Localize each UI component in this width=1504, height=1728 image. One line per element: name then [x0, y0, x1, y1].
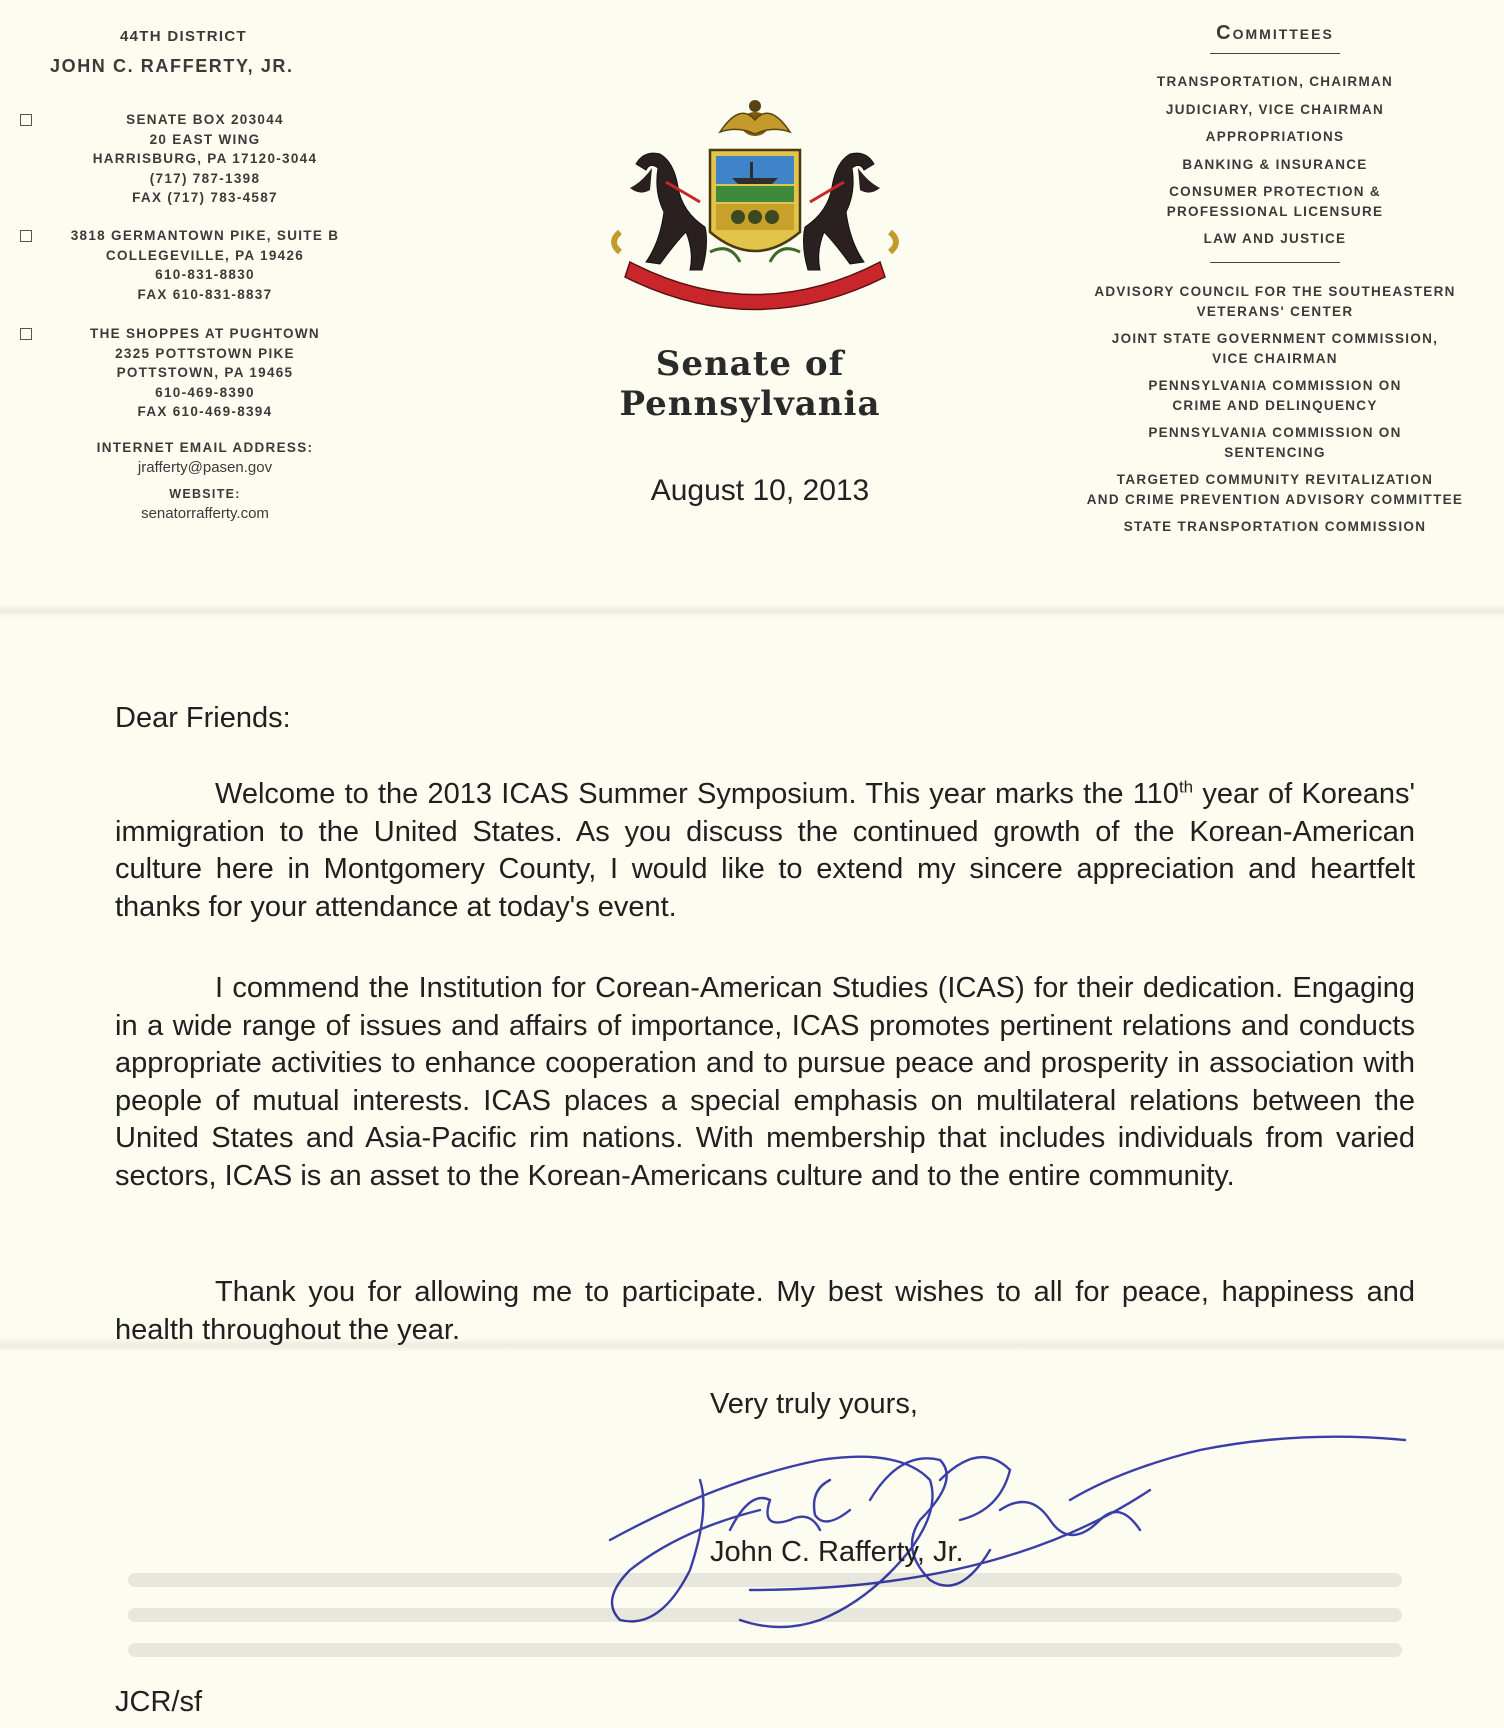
website-url: senatorrafferty.com	[141, 505, 269, 522]
committee-item: PROFESSIONAL LICENSURE	[1166, 203, 1384, 219]
address-line: 3818 GERMANTOWN PIKE, SUITE B	[70, 228, 340, 243]
email-address: jrafferty@pasen.gov	[137, 459, 273, 476]
council-item: SENTENCING	[1224, 444, 1326, 460]
council-list	[1050, 282, 1500, 537]
council-item: PENNSYLVANIA COMMISSION ON	[1148, 425, 1402, 440]
address-line: 610-831-8830	[155, 267, 255, 282]
paper-fold	[0, 604, 1504, 618]
council-item: STATE TRANSPORTATION COMMISSION	[1123, 519, 1427, 534]
paragraph-1	[115, 776, 1415, 926]
horse-icon	[630, 153, 707, 270]
paragraph-text: Welcome to the 2013 ICAS Summer Symposium. This year marks the 110	[215, 778, 1179, 810]
paragraph-3: Thank you for allowing me to participate. My best wishes to all for peace, happiness and health throughout the year.	[115, 1276, 1415, 1346]
checkbox-icon	[20, 230, 32, 242]
typist-initials: JCR/sf	[115, 1686, 202, 1718]
address-line: 2325 POTTSTOWN PIKE	[115, 345, 295, 361]
address-line: HARRISBURG, PA 17120-3044	[92, 151, 318, 166]
paragraph-text: year of Koreans' immigration to the United States. As you discuss the continued growth of the Korean-American culture here in Montgomery County, I would like to extend my sincere appreciation and heartfelt thanks for your attendance at today's event.	[115, 778, 1415, 923]
signature-name: John C. Rafferty, Jr.	[710, 1536, 964, 1568]
address-line: POTTSTOWN, PA 19465	[116, 365, 294, 380]
committee-list	[1050, 72, 1500, 249]
website-label: WEBSITE:	[169, 487, 241, 501]
letter-date: August 10, 2013	[650, 474, 870, 507]
address-line: FAX (717) 783-4587	[132, 190, 278, 205]
council-item: VICE CHAIRMAN	[1212, 350, 1338, 366]
address-line: COLLEGEVILLE, PA 19426	[105, 247, 305, 263]
office-address-pottstown	[20, 324, 360, 422]
address-line: 20 EAST WING	[149, 131, 261, 147]
address-line: FAX 610-469-8394	[137, 404, 273, 419]
salutation: Dear Friends:	[115, 702, 291, 734]
council-item: VETERANS' CENTER	[1196, 303, 1354, 319]
senator-name: JOHN C. RAFFERTY, JR.	[50, 56, 294, 76]
superscript: th	[1178, 777, 1194, 797]
district-label: 44TH DISTRICT	[120, 28, 247, 45]
eagle-icon	[720, 100, 790, 136]
council-item: ADVISORY COUNCIL FOR THE SOUTHEASTERN	[1094, 284, 1456, 299]
horse-icon	[804, 153, 881, 270]
committee-item: TRANSPORTATION, CHAIRMAN	[1156, 74, 1394, 89]
committee-item: BANKING & INSURANCE	[1182, 156, 1368, 172]
show-through-texture	[115, 1560, 1415, 1680]
committee-item: APPROPRIATIONS	[1205, 129, 1345, 144]
checkbox-icon	[20, 328, 32, 340]
divider	[1210, 53, 1340, 54]
council-item: CRIME AND DELINQUENCY	[1172, 397, 1378, 413]
email-label: INTERNET EMAIL ADDRESS:	[96, 440, 314, 455]
divider	[1210, 262, 1340, 263]
office-address-collegeville	[20, 226, 360, 304]
council-item: PENNSYLVANIA COMMISSION ON	[1148, 378, 1402, 393]
address-line: THE SHOPPES AT PUGHTOWN	[90, 326, 320, 341]
council-item: JOINT STATE GOVERNMENT COMMISSION,	[1111, 331, 1439, 346]
council-item: AND CRIME PREVENTION ADVISORY COMMITTEE	[1086, 491, 1464, 507]
address-line: FAX 610-831-8837	[137, 286, 273, 302]
contact-info	[50, 438, 360, 524]
address-line: SENATE BOX 203044	[126, 112, 284, 127]
committee-item: LAW AND JUSTICE	[1203, 231, 1347, 246]
closing: Very truly yours,	[710, 1388, 918, 1420]
office-address-harrisburg	[20, 110, 360, 208]
pennsylvania-coat-of-arms-icon	[590, 92, 920, 312]
committees-heading: Committees	[1216, 22, 1334, 44]
committee-item: CONSUMER PROTECTION &	[1169, 184, 1381, 199]
address-line: 610-469-8390	[155, 384, 255, 400]
checkbox-icon	[20, 114, 32, 126]
address-line: (717) 787-1398	[149, 170, 261, 186]
council-item: TARGETED COMMUNITY REVITALIZATION	[1116, 472, 1434, 487]
committee-item: JUDICIARY, VICE CHAIRMAN	[1165, 101, 1385, 117]
paragraph-2: I commend the Institution for Corean-American Studies (ICAS) for their dedication. Engaging in a wide range of issues and affairs of importance, ICAS promotes pertinent relations and conducts appropriate activities to enhance cooperation and to pursue peace and prosperity in association with people of mutual interests. ICAS places a special emphasis on multilateral relations between the United States and Asia-Pacific rim nations. With membership that includes individuals from varied sectors, ICAS is an asset to the Korean-Americans culture and to the entire community.	[115, 972, 1415, 1192]
shield-icon	[710, 150, 800, 251]
senate-title: Senate of Pennsylvania	[619, 344, 881, 424]
